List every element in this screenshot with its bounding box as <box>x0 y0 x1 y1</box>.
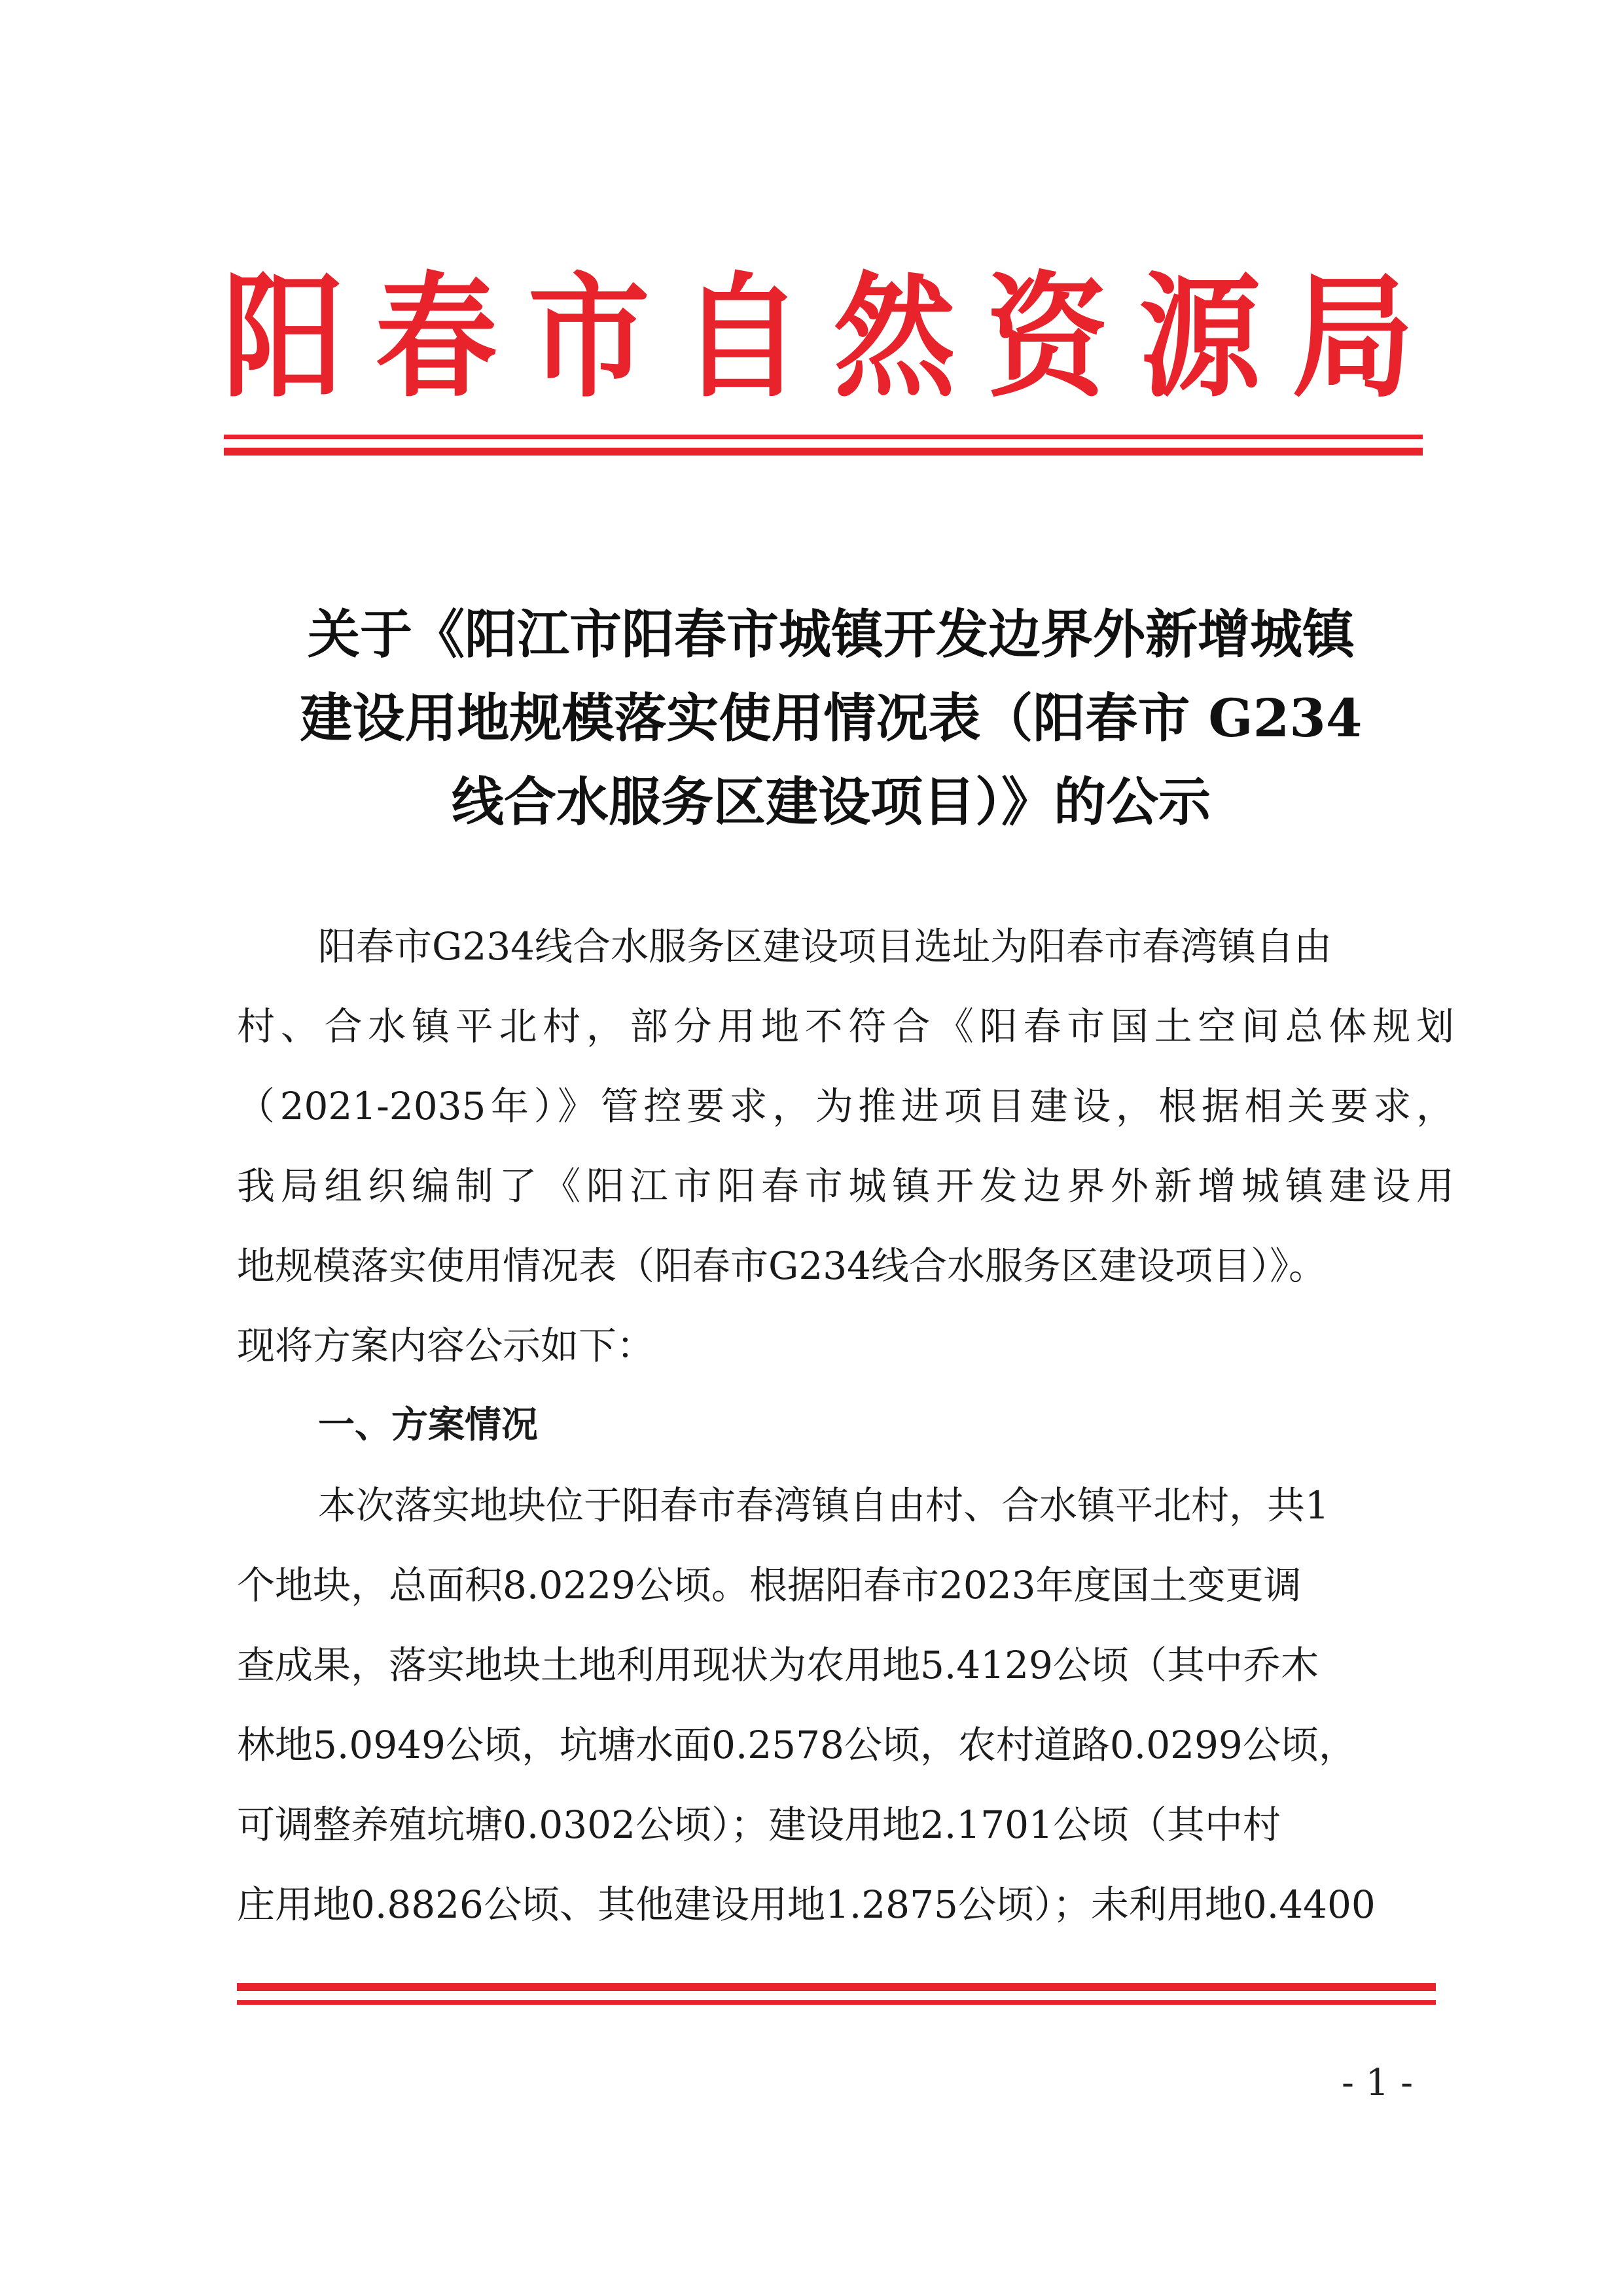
section-heading: 一、方案情况 <box>318 1404 538 1446</box>
title-line: 线合水服务区建设项目）》的公示 <box>452 771 1211 833</box>
agency-title-char: 然 <box>833 258 955 416</box>
header-divider-thin <box>224 435 1423 439</box>
paragraph-line: 村、合水镇平北村，部分用地不符合《阳春市国土空间总体规划 <box>237 1004 1454 1049</box>
document-body <box>237 906 1454 1945</box>
agency-title-char: 阳 <box>223 258 345 416</box>
agency-title-char: 局 <box>1291 258 1414 416</box>
agency-title-char: 自 <box>681 258 803 416</box>
paragraph-line: 我局组织编制了《阳江市阳春市城镇开发边界外新增城镇建设用 <box>237 1164 1454 1208</box>
paragraph-line: 可调整养殖坑塘0.0302公顷）；建设用地2.1701公顷（其中村 <box>237 1803 1281 1847</box>
paragraph-line: （2021-2035年）》管控要求，为推进项目建设，根据相关要求， <box>237 1084 1454 1128</box>
page-number: - 1 - <box>1342 2062 1414 2104</box>
paragraph-line: 阳春市G234线合水服务区建设项目选址为阳春市春湾镇自由 <box>318 924 1332 969</box>
paragraph-line: 个地块，总面积8.0229公顷。根据阳春市2023年度国土变更调 <box>237 1563 1302 1607</box>
document-title <box>236 592 1427 844</box>
paragraph-line: 查成果，落实地块土地利用现状为农用地5.4129公顷（其中乔木 <box>237 1643 1319 1687</box>
agency-title <box>223 259 1414 416</box>
agency-title-char: 源 <box>1139 258 1261 416</box>
paragraph-line: 林地5.0949公顷，坑塘水面0.2578公顷，农村道路0.0299公顷， <box>237 1723 1357 1767</box>
paragraph-line: 地规模落实使用情况表（阳春市G234线合水服务区建设项目）》。 <box>237 1244 1327 1288</box>
agency-title-char: 资 <box>986 258 1109 416</box>
paragraph-line: 庄用地0.8826公顷、其他建设用地1.2875公顷）；未利用地0.4400 <box>237 1882 1376 1927</box>
agency-title-char: 春 <box>375 258 497 416</box>
footer-divider-thin <box>237 2000 1436 2005</box>
title-line: 关于《阳江市阳春市城镇开发边界外新增城镇 <box>308 603 1355 665</box>
footer-divider-thick <box>237 1983 1436 1991</box>
paragraph-line: 本次落实地块位于阳春市春湾镇自由村、合水镇平北村，共1 <box>318 1483 1329 1528</box>
header-divider-thick <box>224 448 1423 456</box>
title-line: 建设用地规模落实使用情况表（阳春市 G234 <box>300 687 1363 749</box>
agency-title-char: 市 <box>527 258 650 416</box>
paragraph-line: 现将方案内容公示如下： <box>237 1323 655 1368</box>
